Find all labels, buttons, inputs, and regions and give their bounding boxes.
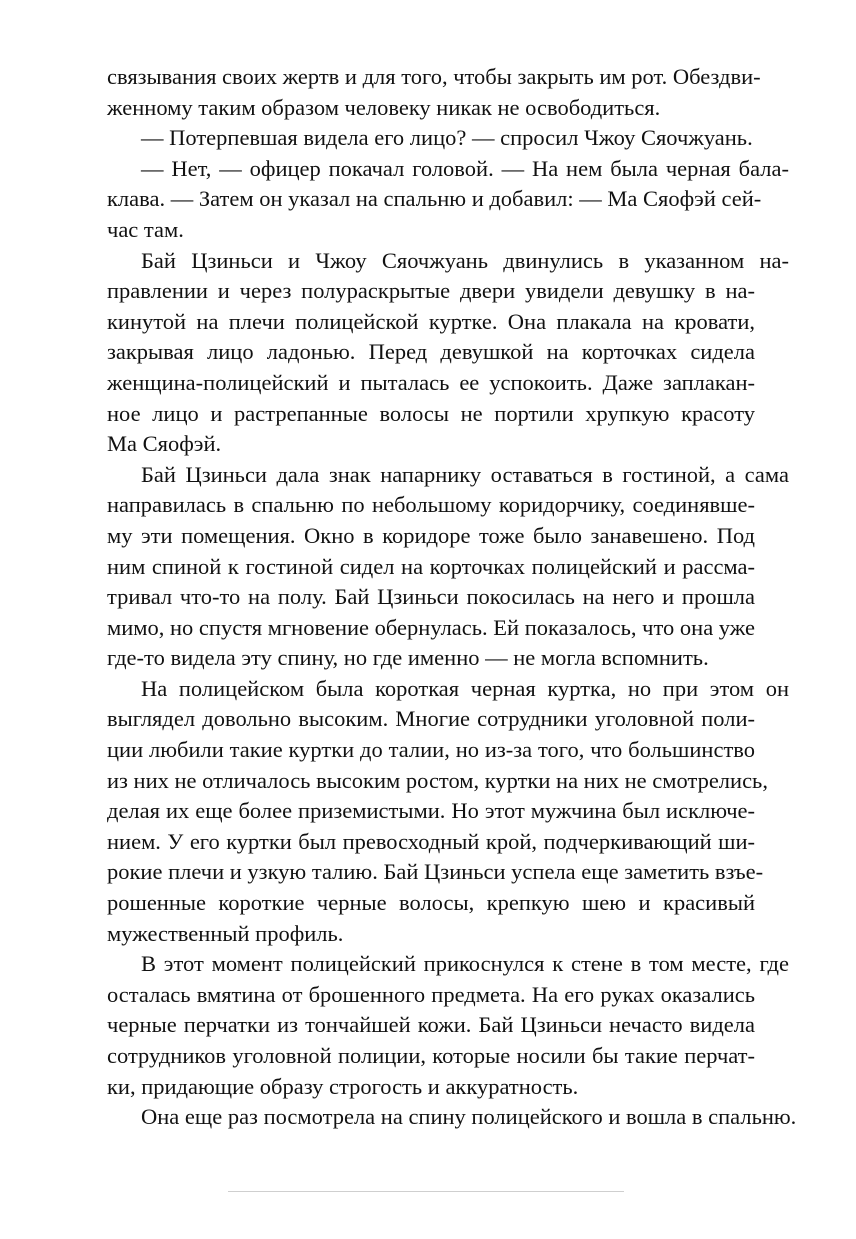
footer-mark-left	[318, 1186, 322, 1196]
paragraph	[107, 62, 761, 123]
text-line: час там.	[107, 216, 184, 242]
text-line: — Нет, — офицер покачал головой. — На нем была черная бала-	[141, 155, 789, 181]
footer-mark-center	[358, 1186, 362, 1196]
text-line: правлении и через полураскрытые двери увидели девушку в на-	[107, 278, 755, 304]
text-line: На полицейском была короткая черная куртка, но при этом он	[141, 675, 789, 701]
text-line: сотрудников уголовной полиции, которые носили бы такие перчат-	[107, 1043, 755, 1068]
text-line: ним спиной к гостиной сидел на корточках полицейский и рассма-	[107, 553, 755, 579]
text-line: В этот момент полицейский прикоснулся к стене в том месте, где	[141, 951, 789, 977]
text-line: закрывая лицо ладонью. Перед девушкой на корточках сидела	[107, 339, 755, 365]
text-line: Ма Сяофэй.	[107, 431, 222, 457]
text-line: ное лицо и растрепанные волосы не портили хрупкую красоту	[107, 400, 755, 426]
text-line: осталась вмятина от брошенного предмета. На его руках оказались	[107, 981, 755, 1007]
text-line: черные перчатки из тончайшей кожи. Бай Цзиньси нечасто видела	[107, 1012, 755, 1038]
text-line: — Потерпевшая видела его лицо? — спросил Чжоу Сяочжуань.	[141, 125, 753, 151]
footer-rule	[228, 1191, 624, 1192]
text-line: из них не отличалось высоким ростом, куртки на них не смотрелись,	[107, 767, 768, 793]
text-line: ции любили такие куртки до талии, но из-за того, что большинство	[107, 737, 755, 763]
paragraph	[107, 246, 789, 460]
paragraph	[107, 949, 789, 1102]
text-line: связывания своих жертв и для того, чтобы закрыть им рот. Обездви-	[107, 64, 761, 89]
text-line: нием. У его куртки был превосходный крой, подчеркивающий ши-	[107, 828, 755, 854]
text-line: кинутой на плечи полицейской куртке. Она плакала на кровати,	[107, 308, 755, 334]
text-line: Бай Цзиньси и Чжоу Сяочжуань двинулись в указанном на-	[141, 247, 789, 273]
text-line: выглядел довольно высоким. Многие сотрудники уголовной поли-	[107, 706, 755, 732]
text-line: делая их еще более приземистыми. Но этот мужчина был исключе-	[107, 798, 755, 824]
text-line: направилась в спальню по небольшому коридорчику, соединявше-	[107, 492, 755, 518]
footer-mark-right	[546, 1186, 550, 1196]
text-line: мимо, но спустя мгновение обернулась. Ей показалось, что она уже	[107, 614, 755, 640]
text-line: тривал что-то на полу. Бай Цзиньси покосилась на него и прошла	[107, 584, 755, 610]
paragraph	[107, 460, 789, 674]
text-line: Бай Цзиньси дала знак напарнику оставаться в гостиной, а сама	[141, 461, 789, 487]
paragraph	[107, 674, 789, 949]
paragraph	[107, 1102, 797, 1133]
text-line: где-то видела эту спину, но где именно — не могла вспомнить.	[107, 645, 709, 671]
text-line: рошенные короткие черные волосы, крепкую шею и красивый	[107, 890, 755, 916]
text-line: рокие плечи и узкую талию. Бай Цзиньси успела еще заметить взъе-	[107, 859, 764, 885]
text-line: му эти помещения. Окно в коридоре тоже было занавешено. Под	[107, 522, 755, 548]
text-line: клава. — Затем он указал на спальню и добавил: — Ма Сяофэй сей-	[107, 186, 762, 212]
text-line: женщина-полицейский и пыталась ее успокоить. Даже заплакан-	[107, 369, 755, 395]
text-line: женному таким образом человеку никак не освободиться.	[107, 94, 661, 120]
text-line: ки, придающие образу строгость и аккуратность.	[107, 1073, 579, 1099]
text-line: Она еще раз посмотрела на спину полицейского и вошла в спальню.	[141, 1104, 797, 1130]
book-page-text	[107, 62, 797, 1133]
text-line: мужественный профиль.	[107, 920, 344, 946]
paragraph	[107, 123, 755, 154]
paragraph	[107, 154, 789, 246]
